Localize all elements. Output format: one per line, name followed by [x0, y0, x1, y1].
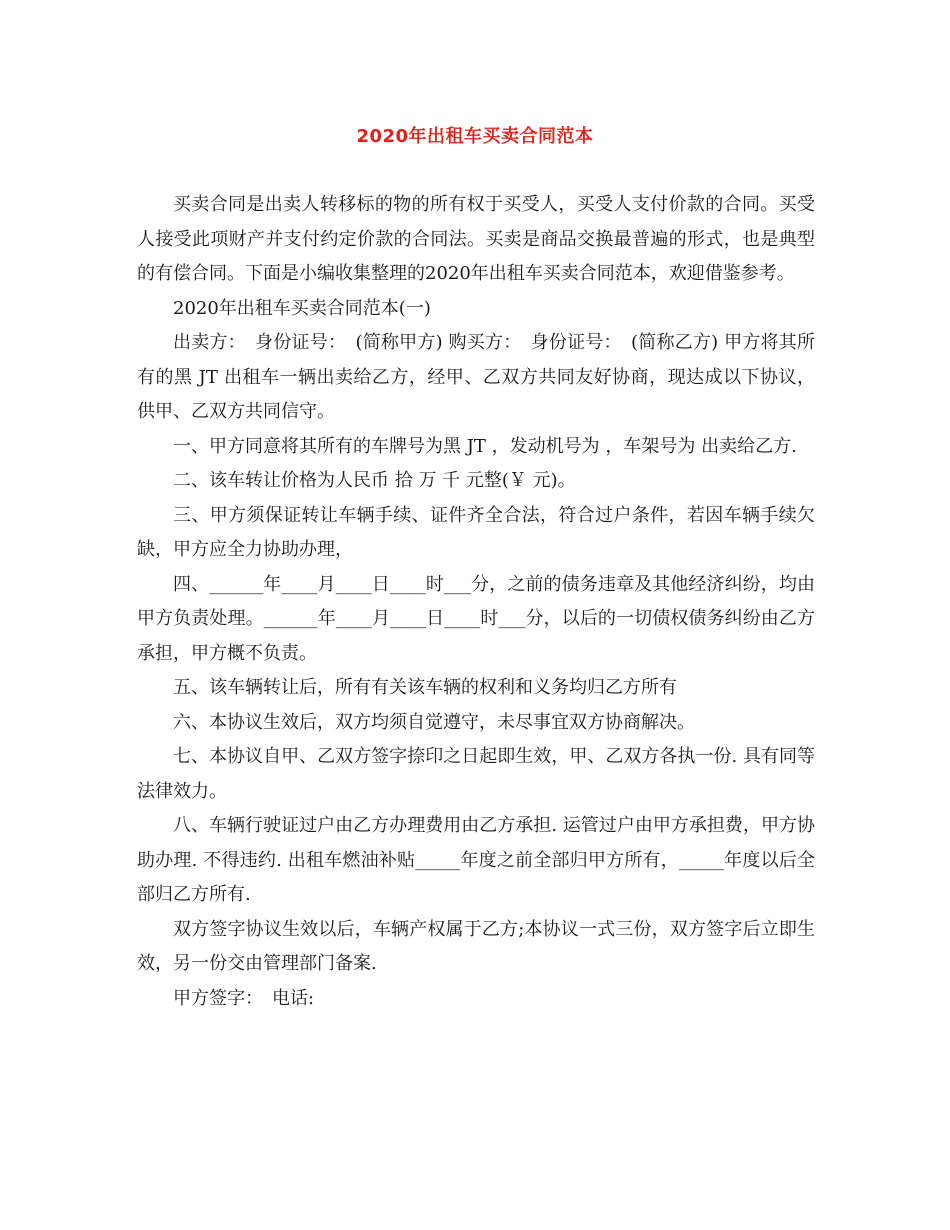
effect-paragraph: 双方签字协议生效以后，车辆产权属于乙方;本协议一式三份，双方签字后立即生效，另一份交由管理部门备案.	[137, 918, 815, 974]
clause-6: 六、本协议生效后，双方均须自觉遵守，未尽事宜双方协商解决。	[173, 711, 695, 733]
clause-3: 三、甲方须保证转让车辆手续、证件齐全合法，符合过户条件，若因车辆手续欠缺，甲方应全力协助办理，	[137, 504, 815, 560]
signature-line: 甲方签字： 电话:	[173, 987, 315, 1009]
document-body	[137, 188, 815, 1016]
clause-8: 八、车辆行驶证过户由乙方办理费用由乙方承担. 运管过户由甲方承担费，甲方协助办理. 不得违约. 出租车燃油补贴_____年度之前全部归甲方所有，_____年度以后全部归乙方所有.	[137, 815, 815, 905]
clause-4: 四、______年____月____日____时___分，之前的债务违章及其他经济纠纷，均由甲方负责处理。______年____月____日____时___分，以后的一切债权债务纠纷由乙方承担，甲方概不负责。	[137, 573, 815, 664]
parties-paragraph: 出卖方： 身份证号： (简称甲方) 购买方： 身份证号： (简称乙方) 甲方将其所有的黑 JT 出租车一辆出卖给乙方，经甲、乙双方共同友好协商，现达成以下协议，供甲、乙双方共同信守。	[137, 332, 815, 422]
clause-5: 五、该车辆转让后，所有有关该车辆的权利和义务均归乙方所有	[173, 677, 677, 698]
clause-7: 七、本协议自甲、乙双方签字捺印之日起即生效，甲、乙双方各执一份. 具有同等法律效力。	[137, 746, 815, 802]
clause-2: 二、该车转让价格为人民币 拾 万 千 元整(￥ 元)。	[173, 470, 576, 491]
section-heading: 2020年出租车买卖合同范本(一)	[173, 297, 431, 319]
intro-paragraph: 买卖合同是出卖人转移标的物的所有权于买受人，买受人支付价款的合同。买受人接受此项财产并支付约定价款的合同法。买卖是商品交换最普遍的形式，也是典型的有偿合同。下面是小编收集整理的2020年出租车买卖合同范本，欢迎借鉴参考。	[137, 194, 815, 284]
clause-1: 一、甲方同意将其所有的车牌号为黑 JT ，发动机号为 ，车架号为 出卖给乙方.	[173, 435, 797, 457]
document-title: 2020年出租车买卖合同范本	[356, 126, 594, 147]
